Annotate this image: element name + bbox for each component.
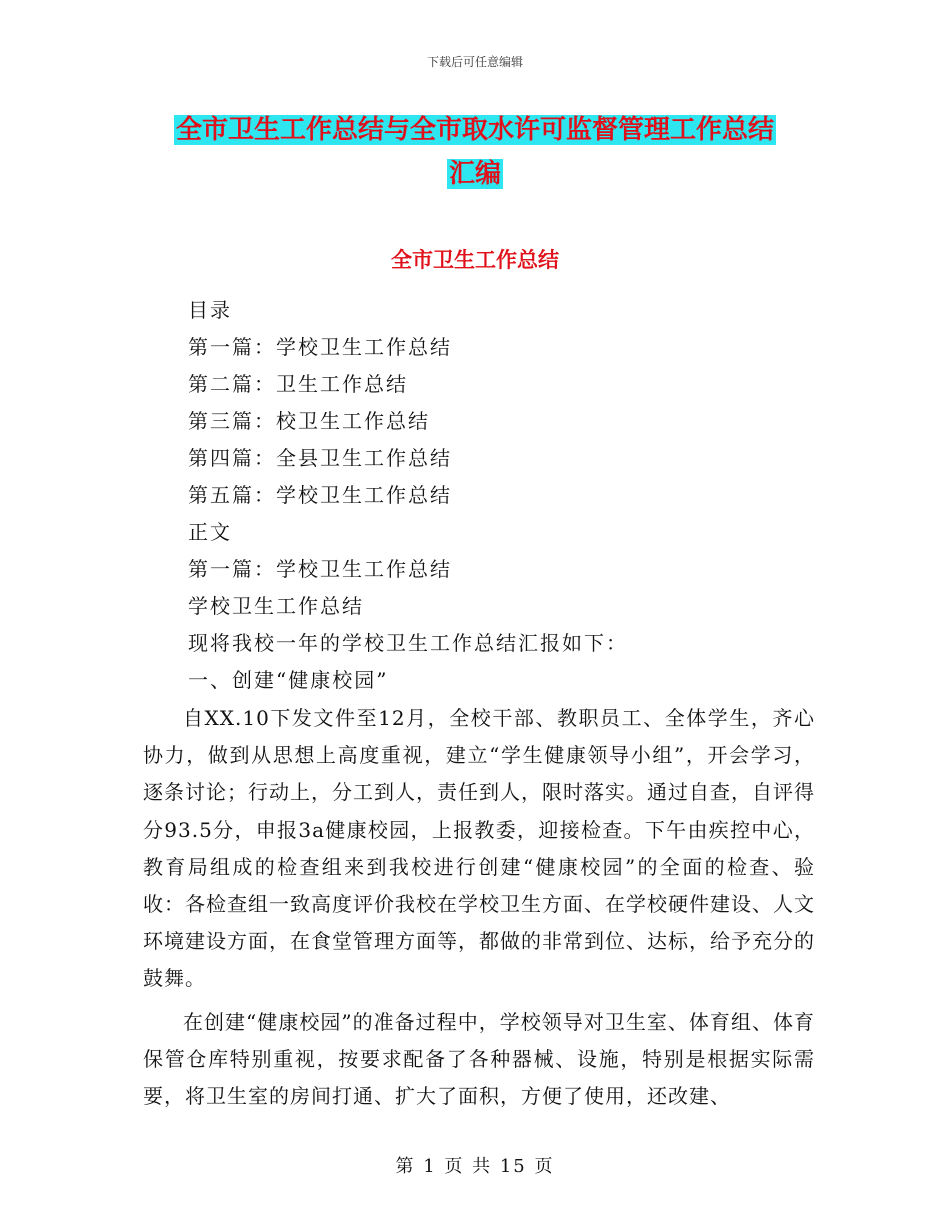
toc-line: 第一篇：学校卫生工作总结 [188,335,452,359]
table-of-contents [188,292,628,699]
toc-line: 正文 [188,520,232,544]
document-title-line-1 [0,108,950,152]
body-paragraph: 在创建“健康校园”的准备过程中，学校领导对卫生室、体育组、体育保管仓库特别重视，按要求配备了各种器械、设施，特别是根据实际需要，将卫生室的房间打通、扩大了面积，方便了使用，还改建、 [143,1009,815,1109]
toc-line: 第三篇：校卫生工作总结 [188,409,430,433]
title-highlight: 全市卫生工作总结与全市取水许可监督管理工作总结 [175,115,774,145]
toc-line: 第五篇：学校卫生工作总结 [188,483,452,507]
body-paragraph: 自XX.10下发文件至12月，全校干部、教职员工、全体学生，齐心协力，做到从思想上高度重视，建立“学生健康领导小组”，开会学习，逐条讨论；行动上，分工到人，责任到人，限时落实。通过自查，自评得分93.5分，申报3a健康校园，上报教委，迎接检查。下午由疾控中心，教育局组成的检查组来到我校进行创建“健康校园”的全面的检查、验收：各检查组一致高度评价我校在学校卫生方面、在学校硬件建设、人文环境建设方面，在食堂管理方面等，都做的非常到位、达标，给予充分的鼓舞。 [143,706,815,991]
page-footer: 第 1 页 共 15 页 [395,1156,555,1177]
toc-line: 第一篇：学校卫生工作总结 [188,557,452,581]
toc-line: 第四篇：全县卫生工作总结 [188,446,452,470]
toc-line: 学校卫生工作总结 [188,594,364,618]
document-title-line-2 [0,152,950,196]
toc-line: 第二篇：卫生工作总结 [188,372,408,396]
body-paragraphs [143,700,815,1121]
title-highlight: 汇编 [448,159,501,189]
header-note: 下载后可任意编辑 [426,55,523,69]
toc-line: 现将我校一年的学校卫生工作总结汇报如下： [188,631,628,655]
toc-line: 目录 [188,298,232,322]
toc-line: 一、创建“健康校园” [188,668,389,692]
section-title: 全市卫生工作总结 [391,247,559,272]
